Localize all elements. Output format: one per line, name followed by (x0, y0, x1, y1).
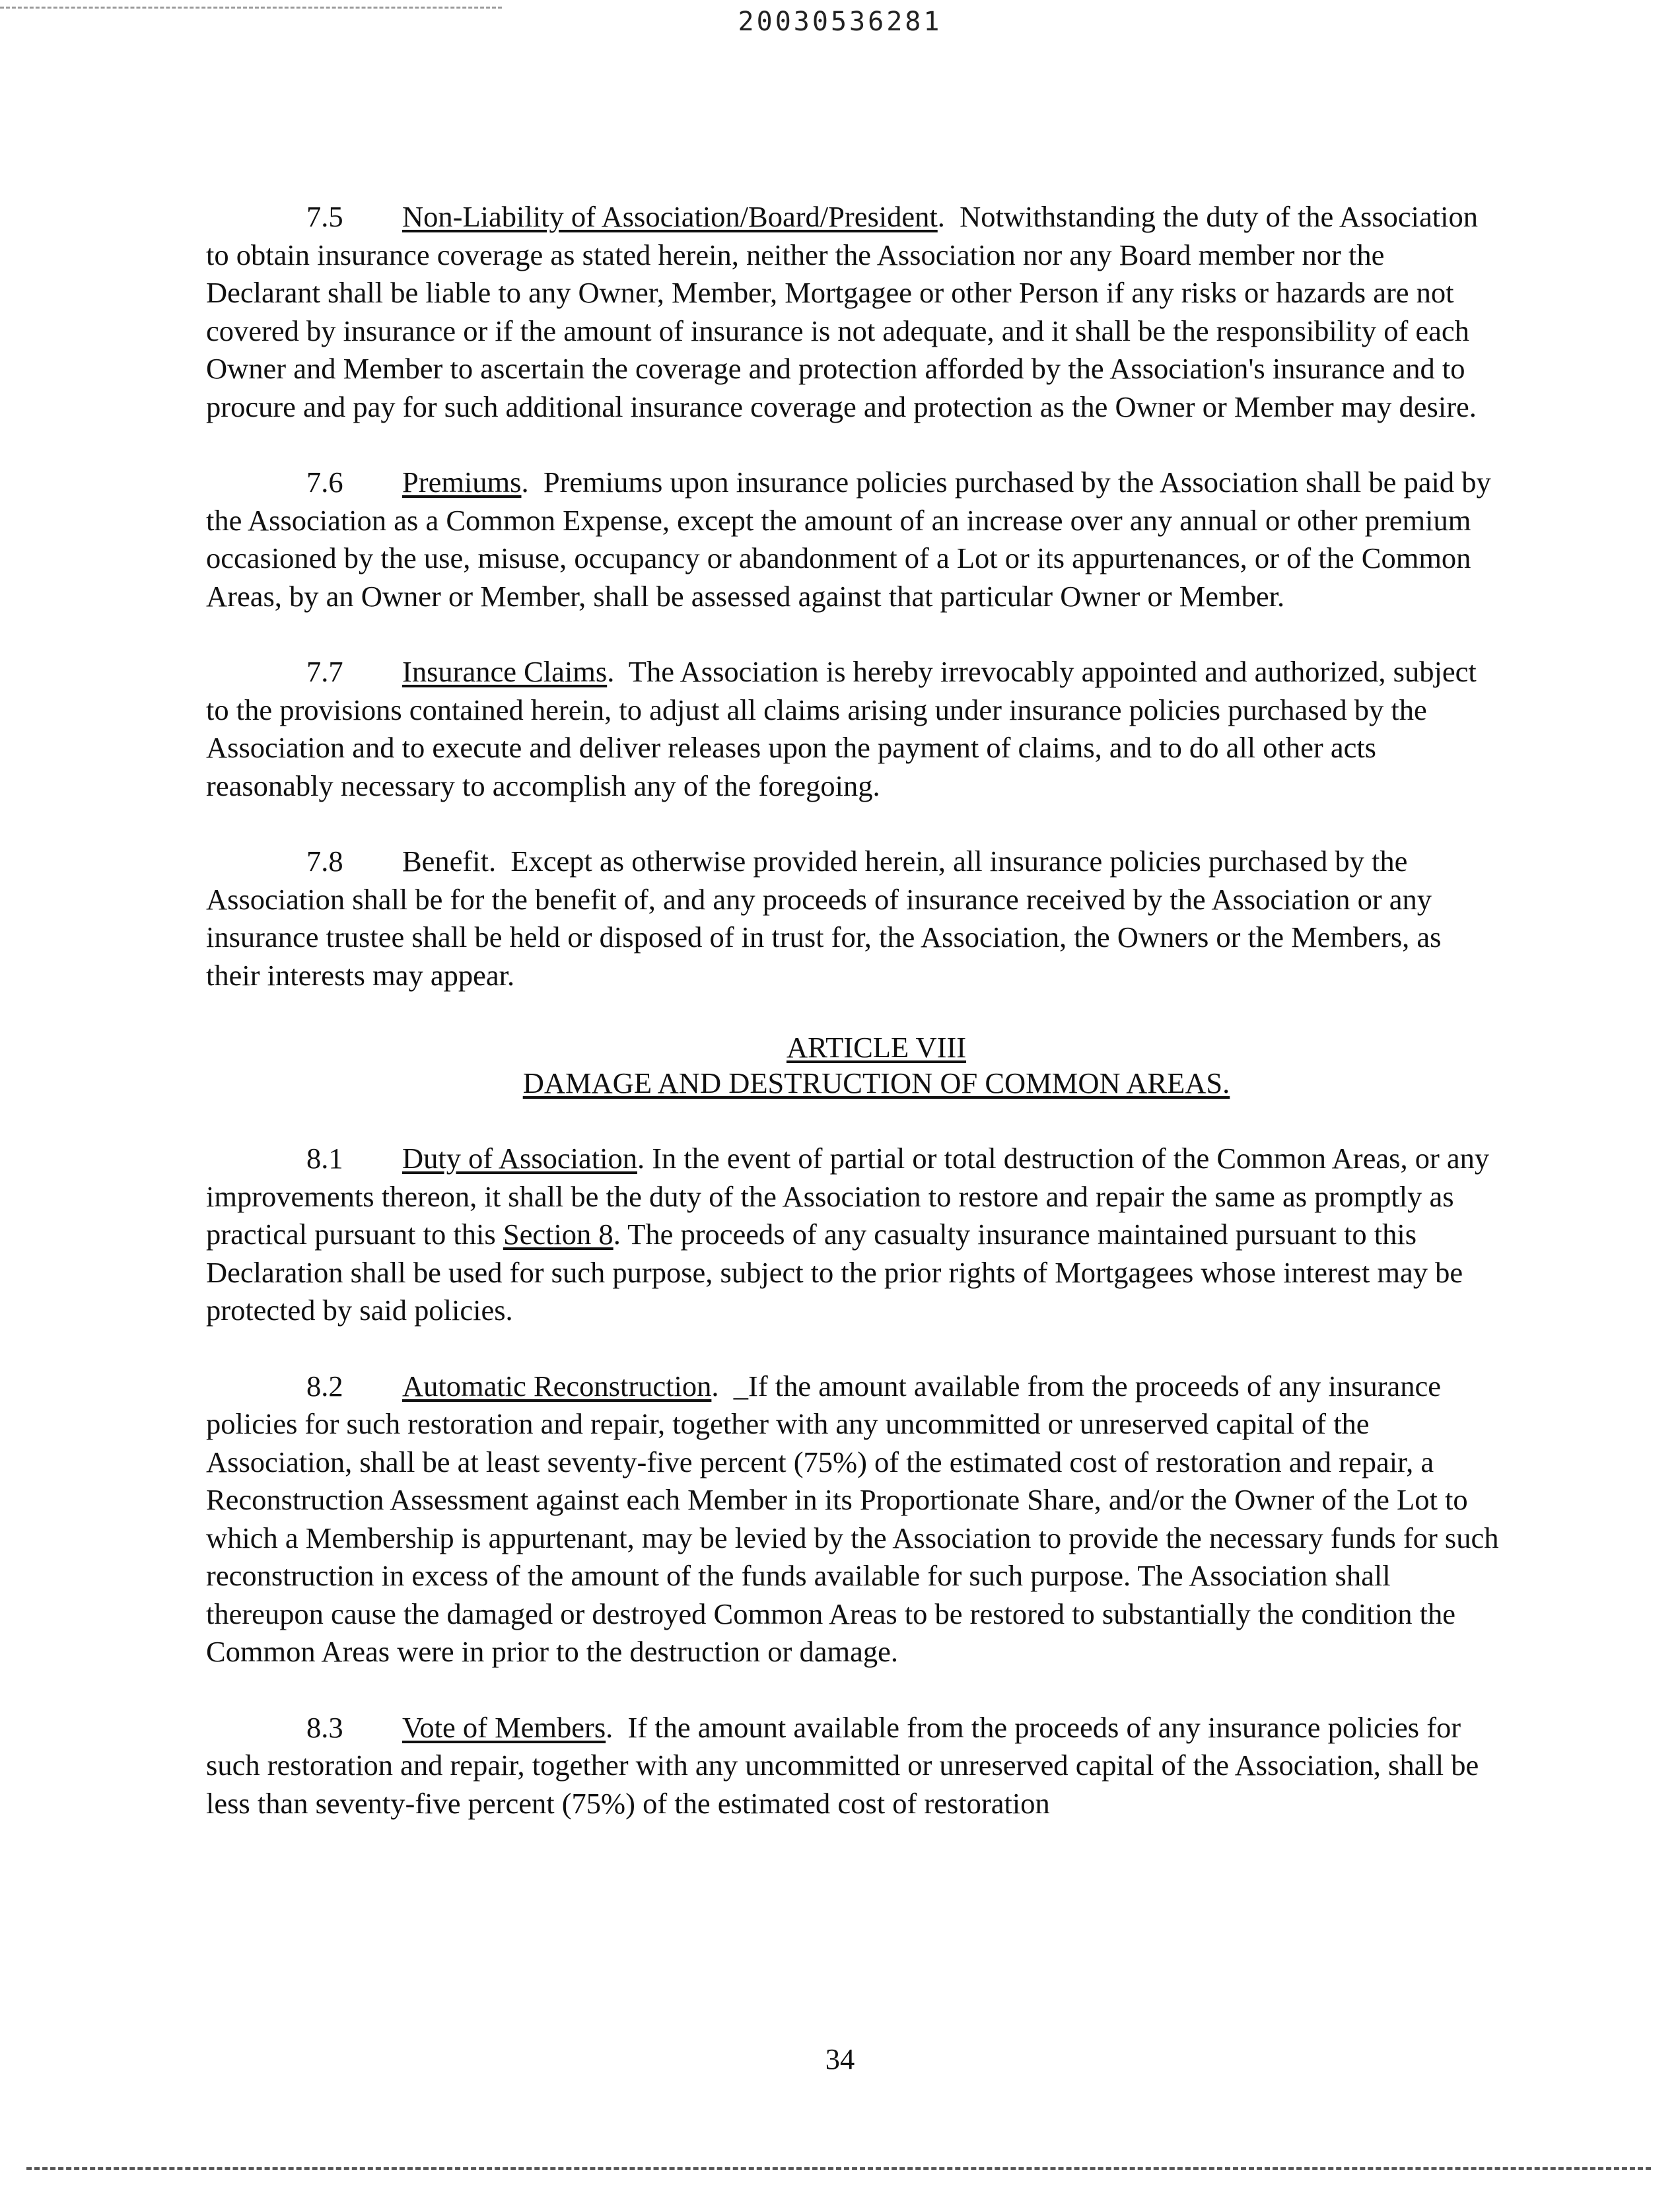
section-7-8 (206, 843, 1500, 994)
document-id-stamp: 20030536281 (738, 7, 942, 37)
section-number: 7.8 (306, 845, 343, 878)
section-7-5 (206, 198, 1500, 426)
section-body: Notwithstanding the duty of the Association to obtain insurance coverage as stated herein, neither the Association nor any Board member nor the Declarant shall be liable to any Owner, Member, Mortgagee or other Person if any risks or hazards are not covered by insurance or if the amount of insurance is not adequate, and it shall be the responsibility of each Owner and Member to ascertain the coverage and protection afforded by the Association's insurance and to procure and pay for such additional insurance coverage and protection as the Owner or Member may desire. (206, 200, 1479, 423)
scan-artifact-bottom-rule (26, 2167, 1651, 2170)
section-7-6 (206, 464, 1500, 615)
section-heading-punct: . (521, 466, 529, 499)
article-title: DAMAGE AND DESTRUCTION OF COMMON AREAS. (522, 1066, 1230, 1099)
section-body: Except as otherwise provided herein, all insurance policies purchased by the Association shall be for the benefit of, and any proceeds of insurance received by the Association or any insurance trustee shall be held or disposed of in trust for, the Association, the Owners or the Members, as their interests may appear. (206, 845, 1442, 992)
section-heading: Premiums (402, 466, 522, 499)
section-heading: Vote of Members (402, 1710, 606, 1744)
section-cross-reference: Section 8 (503, 1218, 613, 1251)
section-number: 8.1 (306, 1142, 343, 1175)
section-7-7 (206, 653, 1500, 805)
section-8-3 (206, 1709, 1500, 1823)
page-number: 34 (825, 2042, 855, 2075)
section-heading: Non-Liability of Association/Board/President (402, 200, 938, 233)
section-number: 8.2 (306, 1369, 343, 1403)
page-body (206, 198, 1500, 1860)
section-heading: Automatic Reconstruction (402, 1369, 712, 1403)
article-label: ARTICLE VIII (786, 1031, 967, 1064)
section-body: The Association is hereby irrevocably appointed and authorized, subject to the provisions contained herein, to adjust all claims arising under insurance policies purchased by the Association and to execute and deliver releases upon the payment of claims, and to do all other acts reasonably necessary to accomplish any of the foregoing. (206, 655, 1477, 802)
section-heading-punct: . (607, 655, 615, 688)
section-body: Premiums upon insurance policies purchased by the Association shall be paid by the Association as a Common Expense, except the amount of an increase over any annual or other premium occasioned by the use, misuse, occupancy or abandonment of a Lot or its appurtenances, or of the Common Areas, by an Owner or Member, shall be assessed against that particular Owner or Member. (206, 466, 1491, 613)
section-body: If the amount available from the proceeds of any insurance policies for such restoration and repair, together with any uncommitted or unreserved capital of the Association, shall be less than seventy-five percent (75%) of the estimated cost of restoration (206, 1710, 1479, 1820)
article-heading (206, 1029, 1500, 1101)
section-body: _If the amount available from the proceeds of any insurance policies for such restoration and repair, together with any uncommitted or unreserved capital of the Association, shall be at least seventy-five percent (75%) of the estimated cost of restoration and repair, a Reconstruction Assessment against each Member in its Proportionate Share, and/or the Owner of the Lot to which a Membership is appurtenant, may be levied by the Association to provide the necessary funds for such reconstruction in excess of the amount of the funds available for such purpose. The Association shall thereupon cause the damaged or destroyed Common Areas to be restored to substantially the condition the Common Areas were in prior to the destruction or damage. (206, 1369, 1499, 1668)
section-heading: Insurance Claims (402, 655, 608, 688)
section-8-1 (206, 1140, 1500, 1330)
section-body-part-1: In the event of partial or total destruction of the Common Areas, or any improvements thereon, it shall be the duty of the Association to restore and repair the same as promptly as practical pursuant to this (206, 1142, 1490, 1251)
section-heading-punct: . (711, 1369, 719, 1403)
section-heading-punct: . (937, 200, 945, 233)
section-number: 8.3 (306, 1710, 343, 1744)
section-heading-punct: . (606, 1710, 613, 1744)
section-number: 7.5 (306, 200, 343, 233)
section-8-2 (206, 1368, 1500, 1671)
section-heading-punct: . (637, 1142, 645, 1175)
section-number: 7.7 (306, 655, 343, 688)
section-heading: Duty of Association (402, 1142, 637, 1175)
section-number: 7.6 (306, 466, 343, 499)
section-heading: Benefit. (402, 845, 497, 878)
section-body-part-2: . The proceeds of any casualty insurance maintained pursuant to this Declaration shall be used for such purpose, subject to the prior rights of Mortgagees whose interest may be protected by said policies. (206, 1218, 1463, 1327)
